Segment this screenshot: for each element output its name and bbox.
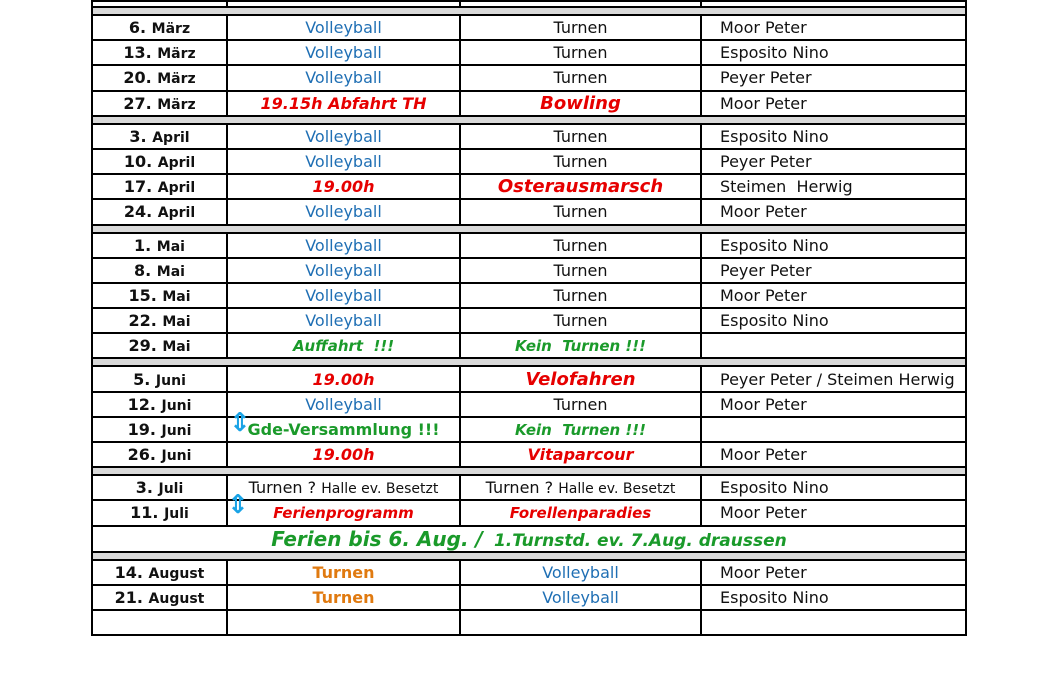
table-row	[92, 585, 966, 610]
activity-a: Turnen ?	[248, 478, 317, 498]
date-day: 22.	[128, 311, 157, 331]
leader: Steimen Herwig	[720, 177, 853, 197]
activity-b: Vitaparcour	[527, 445, 634, 465]
date-month: Mai	[162, 314, 191, 331]
activity-a: 19.00h	[312, 445, 375, 465]
separator-row	[92, 7, 966, 15]
table-row	[92, 174, 966, 199]
activity-b: Kein Turnen !!!	[515, 420, 646, 439]
date-day: 15.	[128, 285, 157, 305]
date-month: Mai	[156, 238, 185, 255]
table-row	[92, 233, 966, 258]
table-row	[92, 40, 966, 65]
separator-row	[92, 116, 966, 124]
date-month: Juni	[155, 372, 186, 389]
leader: Peyer Peter / Steimen Herwig	[720, 369, 955, 389]
activity-b: Turnen	[553, 311, 608, 331]
table-row	[92, 560, 966, 585]
date-month: März	[157, 46, 196, 63]
table-row	[92, 283, 966, 308]
leader: Esposito Nino	[720, 126, 829, 146]
date-day: 24.	[123, 202, 153, 222]
table-row	[92, 475, 966, 500]
separator-row	[92, 225, 966, 233]
activity-b: Turnen	[553, 202, 608, 222]
date-day: 5.	[133, 369, 151, 389]
date-day: 3.	[129, 126, 147, 146]
activity-b: Turnen	[553, 152, 608, 172]
separator-row	[92, 467, 966, 475]
leader: Moor Peter	[720, 394, 807, 414]
date-day: 29.	[128, 336, 157, 356]
activity-b: Velofahren	[525, 368, 636, 390]
holiday-banner-row	[92, 526, 966, 552]
leader: Moor Peter	[720, 18, 807, 38]
date-month: April	[157, 180, 196, 197]
date-day: 12.	[127, 394, 156, 414]
date-month: Mai	[162, 339, 191, 356]
date-day: 20.	[123, 68, 152, 88]
table-row	[92, 91, 966, 116]
date-month: April	[157, 205, 196, 222]
holiday-banner-sub: 1.Turnstd. ev. 7.Aug. draussen	[493, 530, 787, 551]
date-month: Mai	[156, 263, 185, 280]
activity-a: Ferienprogramm	[273, 504, 414, 523]
activity-b-note: Halle ev. Besetzt	[558, 481, 676, 498]
activity-a: 19.15h Abfahrt TH	[260, 93, 427, 113]
date-day: 17.	[123, 177, 153, 197]
activity-a: 19.00h	[312, 369, 375, 389]
table-row	[92, 199, 966, 224]
up-down-arrow-icon: ⇕	[227, 490, 249, 520]
activity-a: Volleyball	[305, 235, 382, 255]
leader: Moor Peter	[720, 445, 807, 465]
date-month: März	[151, 21, 191, 38]
activity-a: Gde-Versammlung !!!	[247, 419, 440, 439]
activity-b: Turnen	[553, 68, 608, 88]
date-month: Juli	[164, 506, 189, 523]
date-day: 6.	[128, 18, 147, 38]
date-day: 3.	[135, 478, 153, 498]
activity-b: Forellenparadies	[509, 504, 652, 523]
table-row	[92, 366, 966, 391]
activity-a: Volleyball	[305, 43, 382, 63]
table-row	[92, 442, 966, 467]
date-day: 14.	[114, 562, 143, 582]
table-row	[92, 65, 966, 90]
date-day: 21.	[114, 587, 143, 607]
date-day: 11.	[130, 503, 159, 523]
leader: Peyer Peter	[720, 152, 812, 172]
activity-a: Auffahrt !!!	[292, 337, 395, 356]
activity-b: Volleyball	[542, 562, 619, 582]
date-day: 13.	[123, 43, 152, 63]
table-row	[92, 308, 966, 333]
up-down-arrow-icon: ⇕	[229, 408, 251, 438]
table-row	[92, 258, 966, 283]
separator-row	[92, 358, 966, 366]
activity-b: Turnen ?	[485, 478, 554, 498]
leader: Peyer Peter	[720, 68, 812, 88]
holiday-banner-main: Ferien bis 6. Aug. /	[271, 526, 483, 551]
leader: Moor Peter	[720, 562, 807, 582]
activity-a: 19.00h	[312, 177, 375, 197]
date-month: April	[157, 155, 196, 172]
table-row	[92, 417, 966, 442]
separator-row	[92, 552, 966, 560]
date-day: 8.	[134, 260, 152, 280]
leader: Moor Peter	[720, 93, 807, 113]
activity-a: Volleyball	[305, 260, 382, 280]
date-month: Juli	[158, 481, 184, 498]
table-row	[92, 149, 966, 174]
activity-b: Turnen	[553, 285, 608, 305]
table-row	[92, 500, 966, 525]
table-row	[92, 333, 966, 358]
activity-b: Turnen	[553, 394, 608, 414]
activity-b: Turnen	[553, 43, 608, 63]
activity-b: Bowling	[540, 92, 621, 114]
date-day: 10.	[123, 152, 153, 172]
activity-b: Turnen	[553, 235, 608, 255]
activity-a: Turnen	[312, 587, 375, 607]
date-month: April	[152, 129, 190, 146]
activity-b: Turnen	[553, 18, 608, 38]
leader: Esposito Nino	[720, 587, 829, 607]
date-month: Juni	[161, 448, 192, 465]
activity-a: Volleyball	[305, 285, 382, 305]
activity-b: Volleyball	[542, 587, 619, 607]
date-day: 27.	[123, 93, 152, 113]
date-day: 1.	[134, 235, 152, 255]
activity-a: Volleyball	[305, 202, 382, 222]
activity-a: Turnen	[312, 562, 375, 582]
date-day: 19.	[127, 419, 156, 439]
activity-a: Volleyball	[305, 18, 382, 38]
table-row	[92, 392, 966, 417]
date-month: August	[148, 565, 205, 582]
table-row	[92, 15, 966, 40]
date-month: März	[157, 71, 196, 88]
table-row-cut	[92, 610, 966, 635]
table-row	[92, 124, 966, 149]
activity-b: Turnen	[553, 260, 608, 280]
activity-b: Kein Turnen !!!	[515, 337, 646, 356]
activity-b: Osterausmarsch	[497, 176, 664, 198]
date-month: Juni	[161, 422, 192, 439]
activity-a: Volleyball	[305, 311, 382, 331]
leader: Moor Peter	[720, 503, 807, 523]
activity-a-note: Halle ev. Besetzt	[321, 481, 439, 498]
date-month: Juni	[161, 397, 192, 414]
activity-b: Turnen	[553, 126, 608, 146]
date-month: März	[157, 96, 196, 113]
leader: Esposito Nino	[720, 235, 829, 255]
leader: Moor Peter	[720, 285, 807, 305]
activity-a: Volleyball	[305, 394, 382, 414]
leader: Esposito Nino	[720, 43, 829, 63]
activity-a: Volleyball	[305, 68, 382, 88]
leader: Esposito Nino	[720, 478, 829, 498]
leader: Esposito Nino	[720, 311, 829, 331]
activity-a: Volleyball	[305, 126, 382, 146]
leader: Moor Peter	[720, 202, 807, 222]
date-month: Mai	[162, 288, 191, 305]
activity-a: Volleyball	[305, 152, 382, 172]
leader: Peyer Peter	[720, 260, 812, 280]
date-day: 26.	[127, 445, 156, 465]
date-month: August	[148, 590, 205, 607]
schedule-table	[91, 0, 967, 636]
